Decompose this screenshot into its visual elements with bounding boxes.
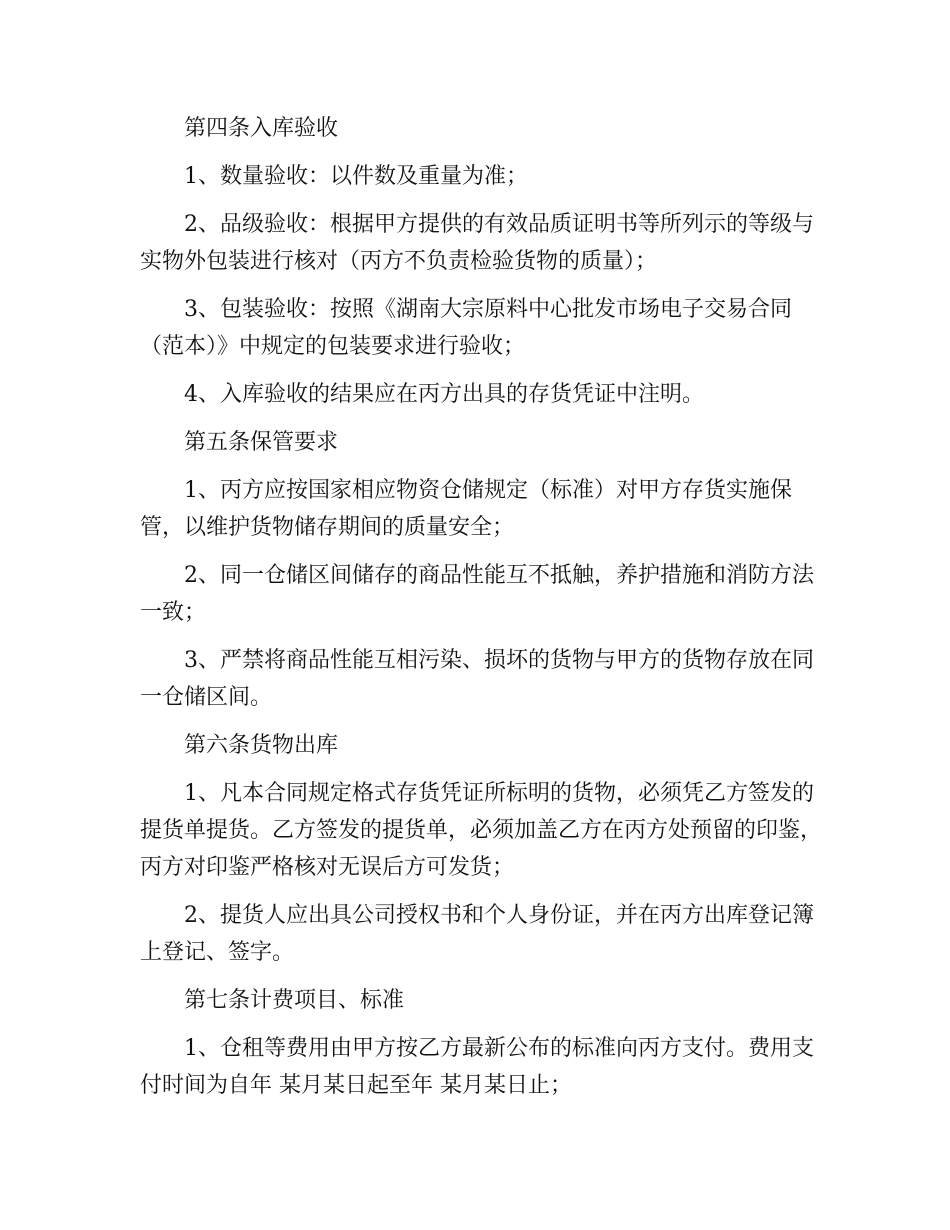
document-page [140,110,830,1115]
article-4-item-3: 3、包装验收：按照《湖南大宗原料中心批发市场电子交易合同（范本）》中规定的包装要求进行验收； [140,297,792,359]
article-7-item-1: 1、仓租等费用由甲方按乙方最新公布的标准向丙方支付。费用支付时间为自年 某月某日起至年 某月某日止； [140,1036,814,1098]
article-7-heading: 第七条计费项目、标准 [184,988,405,1013]
article-4-item-1: 1、数量验收：以件数及重量为准； [184,164,528,189]
article-5-item-3: 3、严禁将商品性能互相污染、损坏的货物与甲方的货物存放在同一仓储区间。 [140,648,814,710]
article-4-item-2: 2、品级验收：根据甲方提供的有效品质证明书等所列示的等级与实物外包装进行核对（丙方不负责检验货物的质量）； [140,212,814,274]
article-5-item-2: 2、同一仓储区间储存的商品性能互不抵触，养护措施和消防方法一致； [140,563,814,625]
article-6-item-1: 1、凡本合同规定格式存货凭证所标明的货物，必须凭乙方签发的提货单提货。乙方签发的提货单，必须加盖乙方在丙方处预留的印鉴，丙方对印鉴严格核对无误后方可发货； [140,781,823,880]
article-6-heading: 第六条货物出库 [184,733,339,758]
article-4-heading: 第四条入库验收 [184,116,339,141]
article-5-heading: 第五条保管要求 [184,430,339,455]
article-6-item-2: 2、提货人应出具公司授权书和个人身份证，并在丙方出库登记簿上登记、签字。 [140,903,814,965]
article-5-item-1: 1、丙方应按国家相应物资仓储规定（标准）对甲方存货实施保管，以维护货物储存期间的质量安全； [140,478,792,540]
article-4-item-4: 4、入库验收的结果应在丙方出具的存货凭证中注明。 [184,382,704,407]
